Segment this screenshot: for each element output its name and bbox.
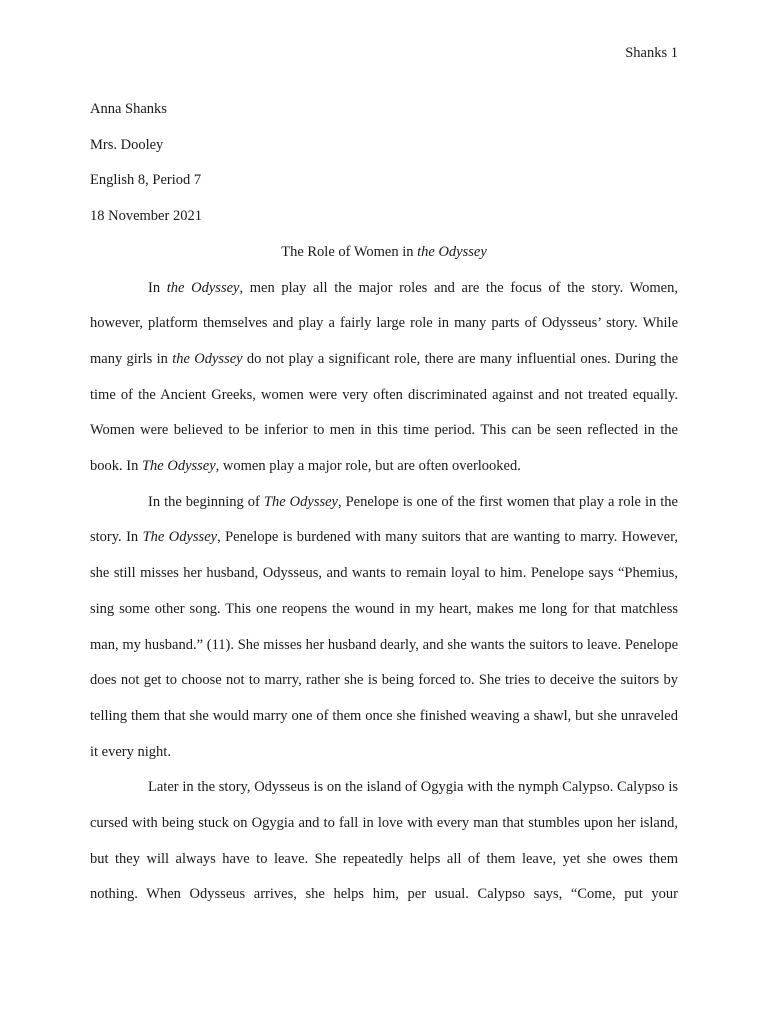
paragraph-2-italic-b: The Odyssey	[142, 529, 218, 546]
paragraph-2	[90, 485, 678, 771]
essay-body	[90, 92, 678, 913]
paragraph-2-italic-a: The Odyssey	[263, 493, 338, 510]
paragraph-2-text-c: , Penelope is burdened with many suitors that are wanting to marry. However, she still misses her husband, Odysseus, and wants to remain loyal to him. Penelope says “Phemius, sing some other song. This one reopens the wound in my heart, makes me long for that matchless man, my husband.” (11). She misses her husband dearly, and she wants the suitors to leave. Penelope does not get to choose not to marry, rather she is being forced to. She tries to deceive the suitors by telling them that she would marry one of them once she finished weaving a shawl, but she unraveled it every night.	[90, 529, 678, 760]
student-name: Anna Shanks	[90, 101, 167, 117]
paragraph-1-text-d: , women play a major role, but are often overlooked.	[215, 458, 521, 475]
paragraph-2-text-b: , Penelope is one of the first women that play a role in the story. In	[90, 493, 678, 546]
teacher-name: Mrs. Dooley	[90, 136, 164, 153]
paragraph-2-text-a: In the beginning of	[148, 493, 264, 510]
paragraph-1-italic-a: the Odyssey	[166, 279, 240, 296]
essay-date: 18 November 2021	[90, 208, 202, 225]
paragraph-1-text-b: , men play all the major roles and are the focus of the story. Women, however, platform themselves and play a fairly large role in many parts of Odysseus’ story. While many girls in	[90, 279, 678, 367]
paragraph-1-text-a: In	[148, 279, 167, 296]
class-period: English 8, Period 7	[90, 172, 202, 189]
paragraph-1-text-c: do not play a significant role, there are many influential ones. During the time of the Ancient Greeks, women were very often discriminated against and not treated equally. Women were believed to be inferior to men in this time period. This can be seen reflected in the book. In	[90, 350, 679, 475]
running-head: Shanks 1	[625, 45, 678, 61]
paragraph-1-italic-b: the Odyssey	[172, 350, 243, 367]
essay-title	[90, 235, 678, 271]
title-prefix: The Role of Women in	[281, 243, 418, 260]
paragraph-1	[90, 271, 678, 485]
paragraph-3: Later in the story, Odysseus is on the island of Ogygia with the nymph Calypso. Calypso is cursed with being stuck on Ogygia and to fall in love with every man that stumbles upon her island, but they will always have to leave. She repeatedly helps all of them leave, yet she owes them nothing. When Odysseus arrives, she helps him, per usual. Calypso says, “Come, put your	[90, 779, 678, 903]
title-italic: the Odyssey	[417, 243, 487, 260]
paragraph-1-italic-c: The Odyssey	[141, 458, 216, 475]
